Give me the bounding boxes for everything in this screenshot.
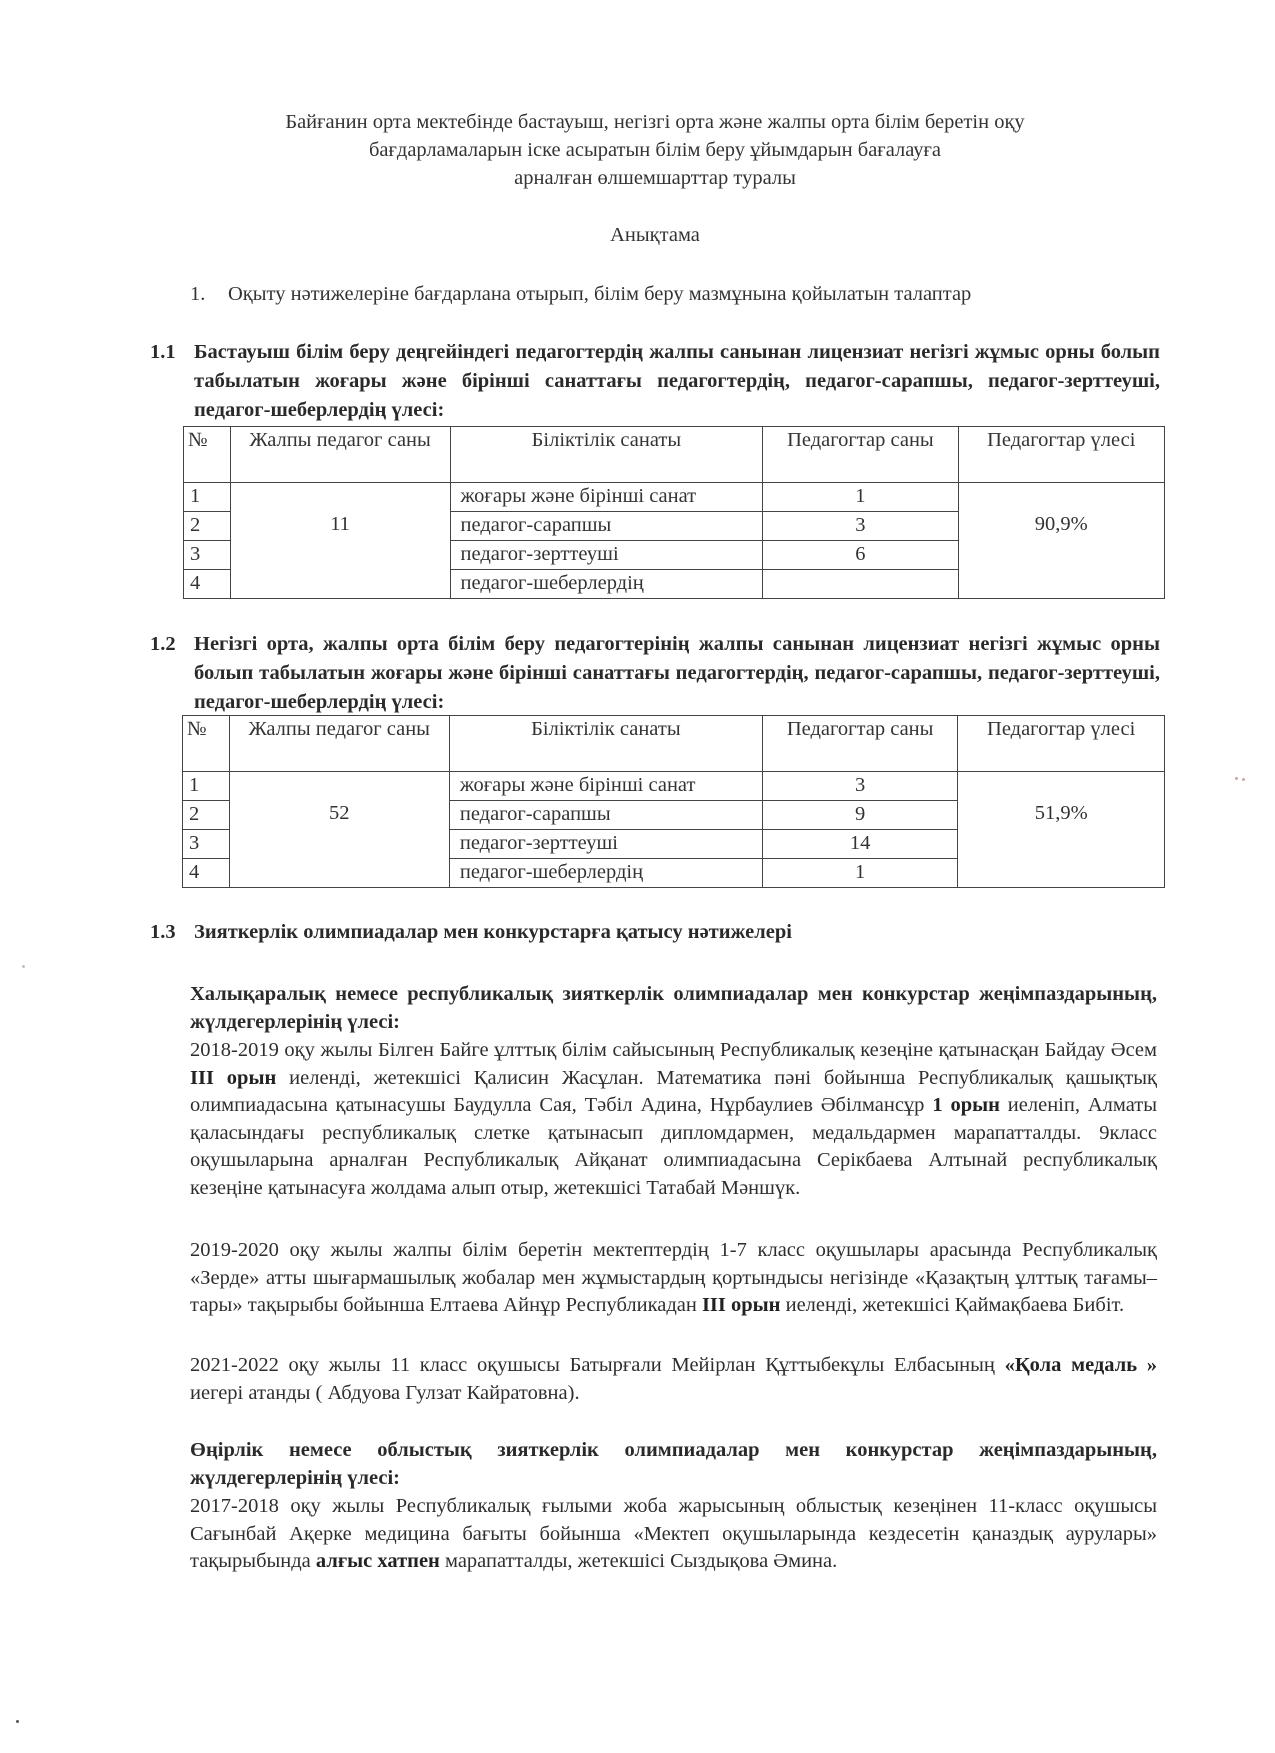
document-subtitle: Анықтама xyxy=(610,224,700,246)
international-subheading: Халықаралық немесе республикалық зияткерлік олимпиадалар мен конкурстар жеңімпаздарының, жүлдегерлерінің үлесі: xyxy=(190,983,1157,1033)
row-number: 3 xyxy=(184,541,231,570)
text-run: 2019-2020 оқу жылы жалпы білім беретін мектептердің 1-7 класс оқушылары арасында Республикалық «Зерде» атты шығармашылық жобалар мен жұмыстардың қортындысы негізінде «Қазақтың ұлттық тағамы–тары» тақырыбы бойынша Елтаева Айнұр Республикадан xyxy=(190,1239,1157,1317)
international-paragraph-2021 xyxy=(190,1352,1157,1407)
text-run: 2017-2018 оқу жылы Республикалық ғылыми жоба жарысының облыстық кезеңінен 11-класс оқушысы Сағынбай Ақерке медицина бағыты бойынша «Мектеп оқушыларында кездесетін қаназдық аурулары» тақырыбында xyxy=(190,1495,1157,1573)
total-teachers-cell: 52 xyxy=(229,772,449,888)
title-line: Байғанин орта мектебінде бастауыш, негізгі орта және жалпы орта білім беретін оқу xyxy=(285,111,1025,133)
header-total-teachers: Жалпы педагог саны xyxy=(230,427,450,483)
text-run: иеленді, жетекшісі Қалисин Жасұлан. Математика пәні бойынша Республикалық қашықтық олимпиадасына қатынасушы Баудулла Сая, Тәбіл Адина, Нұрбаулиев Әбілмансұр xyxy=(190,1066,1157,1117)
category-cell: педагог-сарапшы xyxy=(450,512,763,541)
header-teacher-share: Педагогтар үлесі xyxy=(958,716,1165,772)
table-row xyxy=(184,483,1165,512)
row-number: 3 xyxy=(183,830,230,859)
international-paragraph-2019 xyxy=(190,1237,1157,1320)
section-title: Оқыту нәтижелеріне бағдарлана отырып, білім беру мазмұнына қойылатын талаптар xyxy=(228,283,972,305)
table-header-row xyxy=(183,716,1165,772)
bold-text: 1 орын xyxy=(932,1094,1000,1117)
row-number: 1 xyxy=(183,772,230,801)
section-heading-text: Негізгі орта, жалпы орта білім беру педагогтерінің жалпы санынан лицензиат негізгі жұмыс орны болып табылатын жоғары және бірінші санаттағы педагогтердің, педагог-сарапшы, педагог-зерттеуші, педагог-шеберлердің үлесі: xyxy=(194,633,1160,713)
table-secondary-teachers xyxy=(182,715,1165,888)
title-line: арналған өлшемшарттар туралы xyxy=(514,167,796,189)
count-cell: 3 xyxy=(763,512,958,541)
category-cell: педагог-сарапшы xyxy=(449,801,762,830)
text-run: иеленіп, Алматы қаласындағы республикалық слетке қатынасып дипломдармен, медальдармен марапатталды. 9класс оқушыларына арналған Республикалық Айқанат олимпиадасына Серікбаева Алтынай республикалық кезеңіне қатынасуға жолдама алып отыр, жетекшісі Татабай Мәншүк. xyxy=(190,1094,1158,1199)
row-number: 2 xyxy=(184,512,231,541)
count-cell: 3 xyxy=(762,772,957,801)
bold-text: алғыс хатпен xyxy=(315,1550,440,1573)
bold-text: ІІІ орын xyxy=(190,1066,277,1089)
count-cell xyxy=(763,570,958,599)
table-row xyxy=(183,772,1165,801)
header-no: № xyxy=(184,427,231,483)
table-header-row xyxy=(184,427,1165,483)
header-teacher-count: Педагогтар саны xyxy=(763,427,958,483)
share-cell: 51,9% xyxy=(958,772,1165,888)
regional-paragraph-2017 xyxy=(190,1493,1157,1576)
header-teacher-count: Педагогтар саны xyxy=(762,716,957,772)
category-cell: педагог-зерттеуші xyxy=(449,830,762,859)
scan-speck xyxy=(1235,777,1238,780)
section-1-3-heading xyxy=(150,918,1160,947)
text-run: иегері атанды ( Абдуова Гулзат Кайратовна). xyxy=(190,1381,580,1404)
row-number: 1 xyxy=(184,483,231,512)
share-cell: 90,9% xyxy=(958,483,1164,599)
document-title xyxy=(180,108,1130,192)
section-number: 1.2 xyxy=(150,633,176,655)
header-qualification: Біліктілік санаты xyxy=(449,716,762,772)
category-cell: педагог-шеберлердің xyxy=(450,570,763,599)
title-line: бағдарламаларын іске асыратын білім беру ұйымдарын бағалауға xyxy=(368,139,942,161)
bold-text: «Қола медаль » xyxy=(1004,1354,1158,1376)
section-heading-text: Бастауыш білім беру деңгейіндегі педагогтердің жалпы санынан лицензиат негізгі жұмыс орны болып табылатын жоғары және бірінші санаттағы педагогтердің, педагог-сарапшы, педагог-зерттеуші, педагог-шеберлердің үлесі: xyxy=(194,341,1160,421)
row-number: 4 xyxy=(183,859,230,888)
total-teachers-cell: 11 xyxy=(230,483,450,599)
count-cell: 6 xyxy=(763,541,958,570)
category-cell: педагог-зерттеуші xyxy=(450,541,763,570)
text-run: 2021-2022 оқу жылы 11 класс оқушысы Батырғали Мейірлан Құттыбекұлы Елбасының xyxy=(190,1354,1005,1376)
header-total-teachers: Жалпы педагог саны xyxy=(229,716,449,772)
section-1-heading xyxy=(190,283,1150,306)
text-run: марапатталды, жетекшісі Сыздықова Әмина. xyxy=(439,1550,838,1573)
regional-subheading: Өңірлік немесе облыстық зияткерлік олимпиадалар мен конкурстар жеңімпаздарының, жүлдегерлерінің үлесі: xyxy=(190,1439,1157,1489)
count-cell: 9 xyxy=(762,801,957,830)
table-primary-teachers xyxy=(183,426,1165,599)
text-run: 2018-2019 оқу жылы Білген Байге ұлттық білім сайысының Республикалық кезеңіне қатынасқан Байдау Әсем xyxy=(190,1039,1157,1061)
section-1-2-heading xyxy=(150,630,1160,717)
text-run: иеленді, жетекшісі Қаймақбаева Бибіт. xyxy=(780,1294,1125,1317)
count-cell: 1 xyxy=(762,859,957,888)
bold-text: ІІІ орын xyxy=(701,1294,781,1317)
category-cell: педагог-шеберлердің xyxy=(449,859,762,888)
row-number: 4 xyxy=(184,570,231,599)
international-paragraph-2018 xyxy=(190,1037,1157,1203)
scan-speck xyxy=(16,1720,19,1723)
row-number: 2 xyxy=(183,801,230,830)
scan-speck xyxy=(1242,778,1245,781)
count-cell: 1 xyxy=(763,483,958,512)
section-number: 1. xyxy=(190,283,206,305)
header-qualification: Біліктілік санаты xyxy=(450,427,763,483)
section-number: 1.3 xyxy=(150,921,176,943)
header-no: № xyxy=(183,716,230,772)
category-cell: жоғары және бірінші санат xyxy=(450,483,763,512)
header-teacher-share: Педагогтар үлесі xyxy=(958,427,1164,483)
scan-speck xyxy=(22,965,25,968)
count-cell: 14 xyxy=(762,830,957,859)
section-number: 1.1 xyxy=(150,341,176,363)
section-1-1-heading xyxy=(150,338,1160,425)
section-heading-text: Зияткерлік олимпиадалар мен конкурстарға қатысу нәтижелері xyxy=(194,921,792,943)
category-cell: жоғары және бірінші санат xyxy=(449,772,762,801)
